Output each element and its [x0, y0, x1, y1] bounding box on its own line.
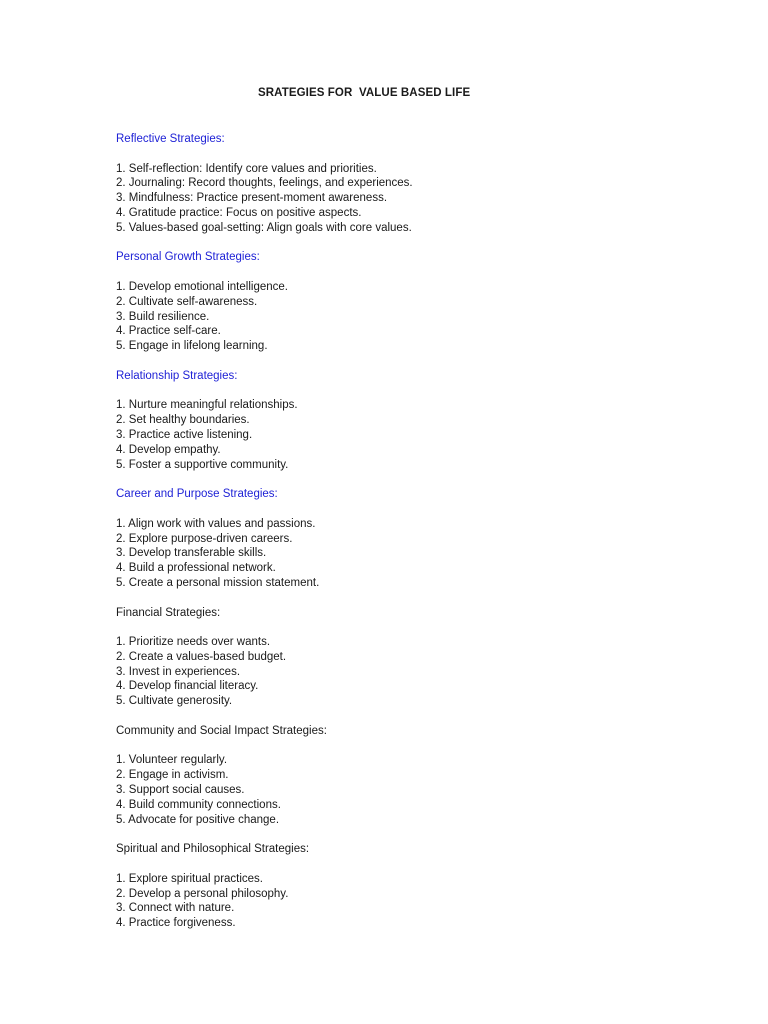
- section-financial: [116, 606, 413, 710]
- list-item: 3. Mindfulness: Practice present-moment awareness.: [116, 192, 388, 205]
- list-item: 1. Develop emotional intelligence.: [116, 280, 288, 293]
- list-item: 1. Volunteer regularly.: [116, 754, 228, 767]
- section-heading: Community and Social Impact Strategies:: [116, 724, 327, 737]
- list-item: 3. Develop transferable skills.: [116, 547, 267, 560]
- list-item: 2. Create a values-based budget.: [116, 650, 287, 663]
- list-item: 1. Prioritize needs over wants.: [116, 636, 271, 649]
- list-item: 4. Practice self-care.: [116, 325, 221, 338]
- list-item: 5. Cultivate generosity.: [116, 695, 233, 708]
- list-item: 5. Create a personal mission statement.: [116, 576, 320, 589]
- list-item: 5. Foster a supportive community.: [116, 458, 289, 471]
- list-item: 1. Explore spiritual practices.: [116, 872, 264, 885]
- list-item: 3. Practice active listening.: [116, 428, 253, 441]
- section-reflective: [116, 132, 413, 236]
- list-item: 4. Develop financial literacy.: [116, 680, 259, 693]
- list-item: 2. Cultivate self-awareness.: [116, 295, 258, 308]
- list-item: 3. Build resilience.: [116, 310, 210, 323]
- list-item: 4. Build community connections.: [116, 798, 281, 811]
- list-item: 4. Practice forgiveness.: [116, 917, 236, 930]
- section-heading: Financial Strategies:: [116, 606, 221, 619]
- list-item: 2. Develop a personal philosophy.: [116, 887, 289, 900]
- list-item: 5. Values-based goal-setting: Align goals with core values.: [116, 221, 412, 234]
- section-heading: Career and Purpose Strategies:: [116, 488, 278, 501]
- document-title: SRATEGIES FOR VALUE BASED LIFE: [258, 87, 471, 99]
- section-heading: Reflective Strategies:: [116, 133, 225, 145]
- list-item: 1. Nurture meaningful relationships.: [116, 399, 298, 412]
- list-item: 2. Engage in activism.: [116, 769, 229, 782]
- list-item: 5. Engage in lifelong learning.: [116, 340, 268, 353]
- list-item: 2. Set healthy boundaries.: [116, 414, 250, 427]
- list-item: 1. Align work with values and passions.: [116, 517, 316, 530]
- list-item: 4. Build a professional network.: [116, 562, 276, 575]
- section-relationship: [116, 369, 413, 473]
- list-item: 1. Self-reflection: Identify core values and priorities.: [116, 162, 377, 175]
- section-community-social: [116, 724, 413, 828]
- list-item: 2. Journaling: Record thoughts, feelings, and experiences.: [116, 177, 413, 190]
- document-body: [116, 132, 413, 946]
- section-heading: Spiritual and Philosophical Strategies:: [116, 843, 310, 856]
- section-personal-growth: [116, 250, 413, 354]
- section-spiritual-philosophical: [116, 842, 413, 931]
- list-item: 4. Develop empathy.: [116, 443, 221, 456]
- list-item: 3. Connect with nature.: [116, 902, 235, 915]
- list-item: 2. Explore purpose-driven careers.: [116, 532, 293, 545]
- list-item: 5. Advocate for positive change.: [116, 813, 280, 826]
- section-career-purpose: [116, 487, 413, 591]
- list-item: 3. Invest in experiences.: [116, 665, 241, 678]
- section-heading: Personal Growth Strategies:: [116, 251, 260, 264]
- section-heading: Relationship Strategies:: [116, 369, 238, 382]
- list-item: 4. Gratitude practice: Focus on positive aspects.: [116, 206, 362, 219]
- list-item: 3. Support social causes.: [116, 784, 245, 797]
